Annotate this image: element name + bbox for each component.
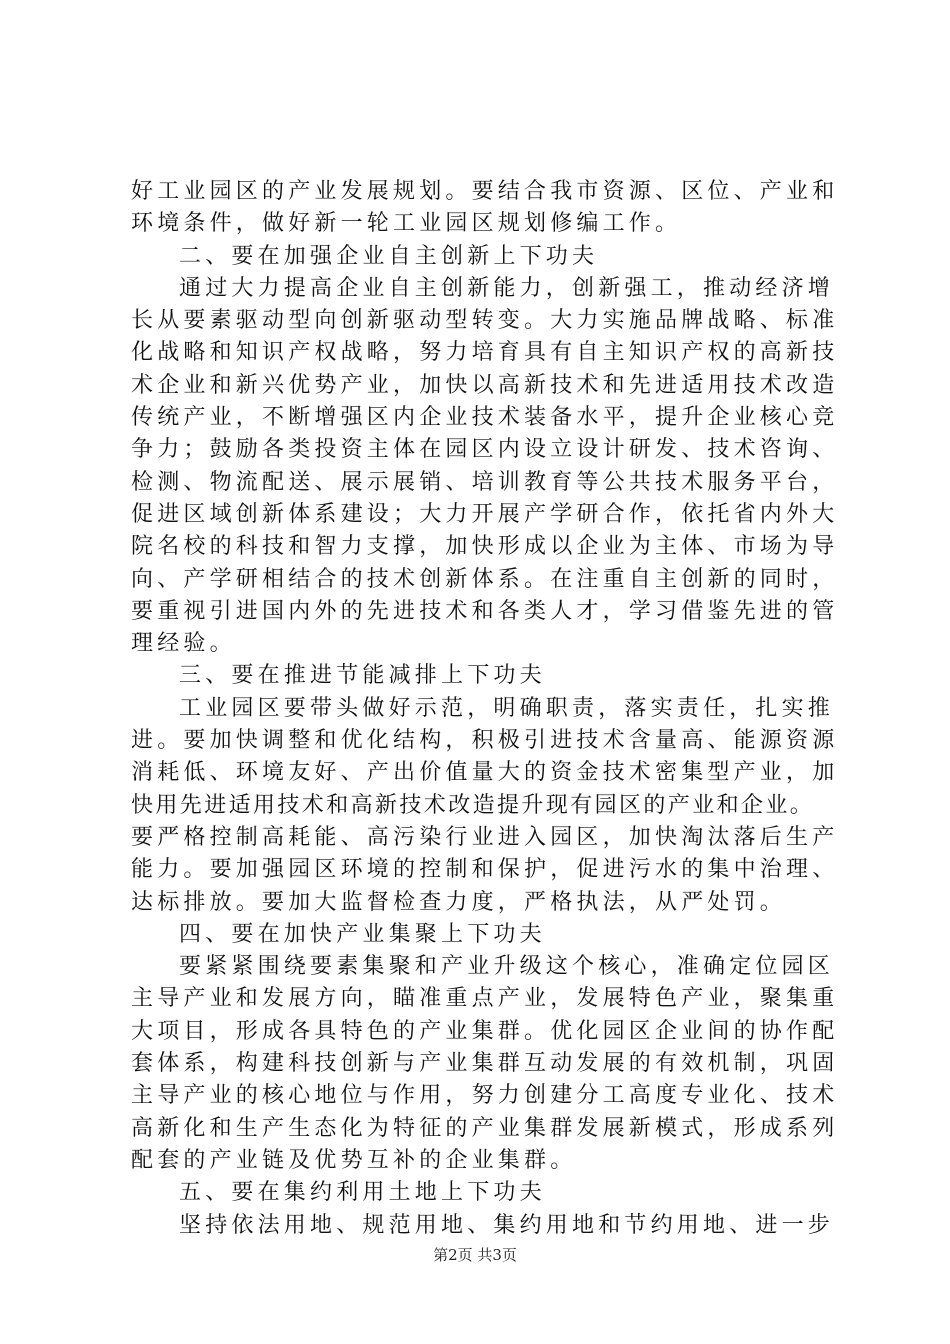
paragraph-line: 术企业和新兴优势产业，加快以高新技术和先进适用技术改造 xyxy=(131,372,839,398)
paragraph-line: 工业园区要带头做好示范，明确职责，落实责任，扎实推 xyxy=(179,695,835,721)
paragraph-line: 理经验。 xyxy=(131,631,236,657)
paragraph-line: 达标排放。要加大监督检查力度，严格执法，从严处罚。 xyxy=(131,889,787,915)
section-heading: 四、要在加快产业集聚上下功夫 xyxy=(179,921,546,947)
paragraph-line: 主导产业的核心地位与作用，努力创建分工高度专业化、技术 xyxy=(131,1083,839,1109)
paragraph-line: 主导产业和发展方向，瞄准重点产业，发展特色产业，聚集重 xyxy=(131,986,839,1012)
paragraph-line: 向、产学研相结合的技术创新体系。在注重自主创新的同时， xyxy=(131,566,839,592)
paragraph-line: 进。要加快调整和优化结构，积极引进技术含量高、能源资源 xyxy=(131,728,839,754)
paragraph-line: 检测、物流配送、展示展销、培训教育等公共技术服务平台， xyxy=(131,469,839,495)
paragraph-line: 高新化和生产生态化为特征的产业集群发展新模式，形成系列 xyxy=(131,1115,839,1141)
document-body xyxy=(131,176,839,1242)
paragraph-line: 好工业园区的产业发展规划。要结合我市资源、区位、产业和 xyxy=(131,179,839,204)
paragraph-line: 化战略和知识产权战略，努力培育具有自主知识产权的高新技 xyxy=(131,340,839,366)
paragraph-line: 快用先进适用技术和高新技术改造提升现有园区的产业和企业。 xyxy=(131,792,815,818)
paragraph-line: 院名校的科技和智力支撑，加快形成以企业为主体、市场为导 xyxy=(131,534,839,560)
paragraph-line: 要紧紧围绕要素集聚和产业升级这个核心，准确定位园区 xyxy=(179,954,835,980)
paragraph-line: 争力；鼓励各类投资主体在园区内设立设计研发、技术咨询、 xyxy=(131,437,839,463)
paragraph-line: 传统产业，不断增强区内企业技术装备水平，提升企业核心竞 xyxy=(131,405,839,431)
paragraph-line: 配套的产业链及优势互补的企业集群。 xyxy=(131,1147,577,1173)
paragraph-line: 长从要素驱动型向创新驱动型转变。大力实施品牌战略、标准 xyxy=(131,308,839,334)
paragraph-line: 要重视引进国内外的先进技术和各类人才，学习借鉴先进的管 xyxy=(131,598,839,624)
paragraph-line: 环境条件，做好新一轮工业园区规划修编工作。 xyxy=(131,211,682,237)
paragraph-line: 能力。要加强园区环境的控制和保护，促进污水的集中治理、 xyxy=(131,857,839,883)
section-heading: 五、要在集约利用土地上下功夫 xyxy=(179,1180,546,1206)
section-heading: 三、要在推进节能减排上下功夫 xyxy=(179,663,546,689)
paragraph-line: 大项目，形成各具特色的产业集群。优化园区企业间的协作配 xyxy=(131,1018,839,1044)
paragraph-line: 要严格控制高耗能、高污染行业进入园区，加快淘汰落后生产 xyxy=(131,824,839,850)
section-heading: 二、要在加强企业自主创新上下功夫 xyxy=(179,243,599,269)
paragraph-line: 消耗低、环境友好、产出价值量大的资金技术密集型产业，加 xyxy=(131,760,839,786)
paragraph-line: 坚持依法用地、规范用地、集约用地和节约用地、进一步 xyxy=(179,1212,835,1238)
paragraph-line: 通过大力提高企业自主创新能力，创新强工，推动经济增 xyxy=(179,275,835,301)
paragraph-line: 套体系，构建科技创新与产业集群互动发展的有效机制，巩固 xyxy=(131,1051,839,1077)
page-footer: 第2页 共3页 xyxy=(433,1246,517,1264)
paragraph-line: 促进区域创新体系建设；大力开展产学研合作，依托省内外大 xyxy=(131,501,839,527)
